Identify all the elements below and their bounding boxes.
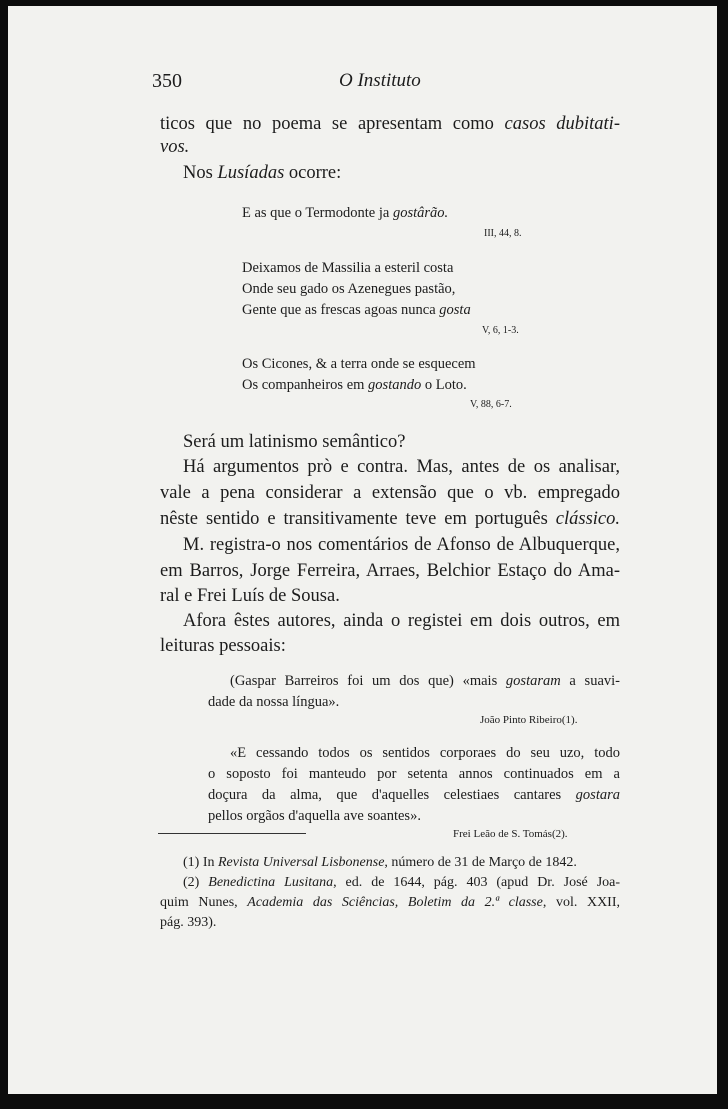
footnote-1: (1) In Revista Universal Lisbonense, número de 31 de Março de 1842. <box>183 855 577 870</box>
quote2-ref: V, 6, 1-3. <box>482 325 519 336</box>
cite2-line4: pellos orgãos d'aquella ave soantes». <box>208 808 421 824</box>
body-line3: vale a pena considerar a extensão que o vb. empregado <box>160 483 620 503</box>
cite1-ref: João Pinto Ribeiro(1). <box>480 714 578 726</box>
footnote-2-line3: pág. 393). <box>160 915 217 930</box>
footnote-2-line1: (2) Benedictina Lusitana, ed. de 1644, pág. 403 (apud Dr. José Joa- <box>183 875 621 890</box>
quote3-line2: Os companheiros em gostando o Loto. <box>242 377 467 393</box>
quote1-line: E as que o Termodonte ja gostârão. <box>242 205 449 221</box>
cite2-line1: «E cessando todos os sentidos corporaes do seu uzo, todo <box>230 745 620 761</box>
quote1-ref: III, 44, 8. <box>484 228 522 239</box>
para2: Nos Lusíadas ocorre: <box>183 163 342 183</box>
body-line4: nêste sentido e transitivamente teve em português clássico. <box>160 509 620 529</box>
body-line7: ral e Frei Luís de Sousa. <box>160 586 340 606</box>
footnote-2-line2: quim Nunes, Academia das Sciências, Boletim da 2.ª classe, vol. XXII, <box>160 895 621 910</box>
cite2-line2: o soposto foi manteudo por setenta annos continuados em a <box>208 766 620 782</box>
cite1-line2: dade da nossa língua». <box>208 694 340 710</box>
body-line2: Há argumentos prò e contra. Mas, antes de os analisar, <box>183 457 620 477</box>
para1-line1: ticos que no poema se apresentam como casos dubitati- <box>160 114 620 134</box>
body-line9: leituras pessoais: <box>160 636 286 656</box>
quote3-ref: V, 88, 6-7. <box>470 399 512 410</box>
quote2-line1: Deixamos de Massilia a esteril costa <box>242 260 454 276</box>
body-line8: Afora êstes autores, ainda o registei em dois outros, em <box>183 611 620 631</box>
body-line5: M. registra-o nos comentários de Afonso de Albuquerque, <box>183 535 620 555</box>
body-line1: Será um latinismo semântico? <box>183 432 406 452</box>
footnote-divider <box>158 833 306 834</box>
page-number: 350 <box>152 70 182 92</box>
cite2-ref: Frei Leão de S. Tomás(2). <box>453 828 568 840</box>
quote3-line1: Os Cicones, & a terra onde se esquecem <box>242 356 476 372</box>
quote2-line2: Onde seu gado os Azenegues pastão, <box>242 281 456 297</box>
cite1-line1: (Gaspar Barreiros foi um dos que) «mais gostaram a suavi- <box>230 673 620 689</box>
running-title: O Instituto <box>339 70 421 91</box>
book-page <box>8 6 717 1094</box>
body-line6: em Barros, Jorge Ferreira, Arraes, Belchior Estaço do Ama- <box>160 561 620 581</box>
cite2-line3: doçura da alma, que d'aquelles celestiaes cantares gostara <box>208 787 620 803</box>
para1-line2: vos. <box>160 137 190 157</box>
quote2-line3: Gente que as frescas agoas nunca gosta <box>242 302 471 318</box>
